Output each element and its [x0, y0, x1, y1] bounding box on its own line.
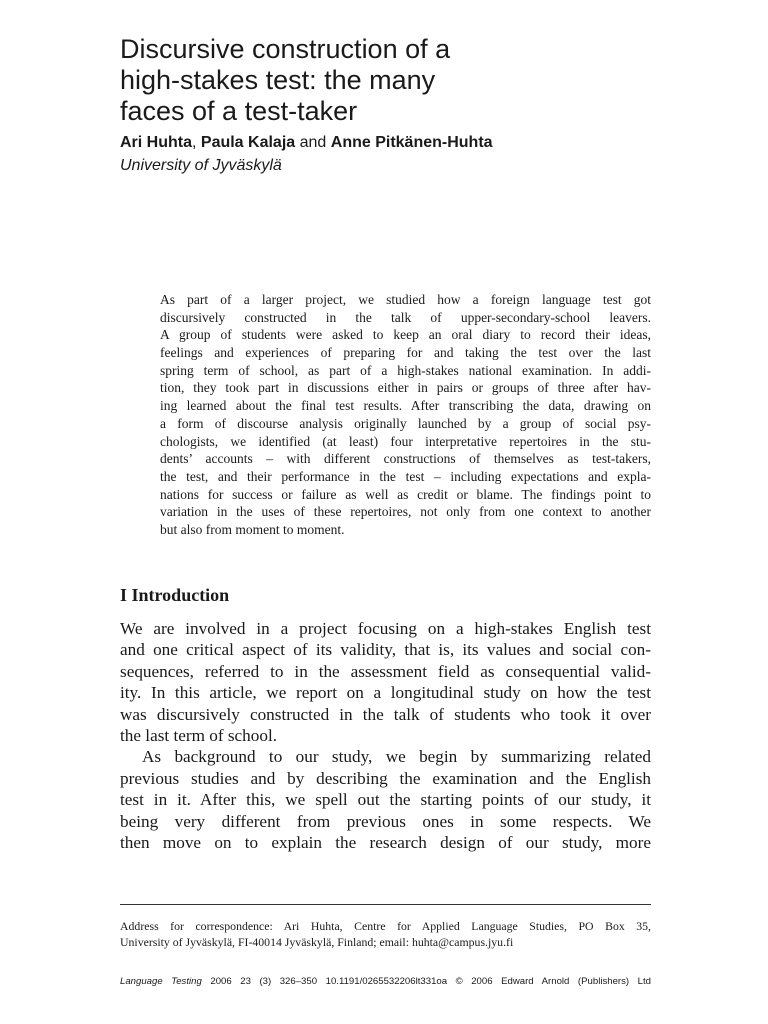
abstract-line: tion, they took part in discussions either in pairs or groups of three after hav-: [160, 380, 651, 396]
body-line: test in it. After this, we spell out the starting points of our study, it: [120, 790, 651, 810]
abstract-line: variation in the uses of these repertoires, not only from one context to another: [160, 504, 651, 520]
footnote-line: University of Jyväskylä, FI-40014 Jyväskylä, Finland; email: huhta@campus.jyu.fi: [120, 934, 514, 949]
title-line: high-stakes test: the many: [120, 65, 436, 95]
author-separator: ,: [192, 134, 201, 151]
abstract-line: the test, and their performance in the test – including expectations and expla-: [160, 468, 651, 484]
abstract-line: ing learned about the final test results. After transcribing the data, drawing on: [160, 398, 651, 414]
abstract-line: A group of students were asked to keep an oral diary to record their ideas,: [160, 327, 651, 343]
footnote-line: Address for correspondence: Ari Huhta, Centre for Applied Language Studies, PO Box 35,: [120, 919, 651, 933]
body-line: ity. In this article, we report on a longitudinal study on how the test: [120, 683, 651, 703]
abstract: [160, 291, 651, 539]
body-line: As background to our study, we begin by summarizing related: [142, 747, 651, 767]
title-line: Discursive construction of a: [120, 34, 451, 64]
abstract-line: discursively constructed in the talk of upper-secondary-school leavers.: [160, 309, 651, 325]
introduction-body: [120, 618, 651, 853]
body-line: being very different from previous ones in some respects. We: [120, 811, 651, 831]
correspondence-footnote: [120, 919, 651, 950]
abstract-line: but also from moment to moment.: [160, 521, 345, 537]
body-line: the last term of school.: [120, 725, 278, 745]
author-list: [120, 133, 720, 153]
author-name: Paula Kalaja: [200, 134, 296, 151]
section-heading-introduction: I Introduction: [120, 585, 230, 605]
citation-details: 2006 23 (3) 326–350 10.1191/0265532206lt331oa © 2006 Edward Arnold (Publishers) Ltd: [201, 976, 651, 987]
abstract-line: nations for success or failure as well as credit or blame. The findings point to: [160, 486, 651, 502]
body-line: We are involved in a project focusing on a high-stakes English test: [120, 619, 651, 638]
author-name: Ari Huhta: [120, 134, 192, 151]
article-title: [120, 34, 680, 127]
author-affiliation: University of Jyväskylä: [120, 157, 282, 174]
abstract-line: feelings and experiences of preparing for and taking the test over the last: [160, 345, 651, 361]
author-name: Anne Pitkänen-Huhta: [330, 134, 493, 151]
abstract-line: chologists, we identified (at least) four interpretative repertoires in the stu-: [160, 433, 651, 449]
abstract-line: dents’ accounts – with different constructions of themselves as test-takers,: [160, 451, 651, 467]
abstract-line: As part of a larger project, we studied how a foreign language test got: [160, 292, 651, 307]
body-line: was discursively constructed in the talk of students who took it over: [120, 704, 651, 724]
author-separator: and: [295, 134, 331, 151]
body-line: sequences, referred to in the assessment field as consequential valid-: [120, 661, 651, 681]
body-line: previous studies and by describing the examination and the English: [120, 768, 651, 788]
journal-citation-footer: [120, 976, 651, 988]
title-line: faces of a test-taker: [120, 96, 358, 126]
footnote-divider: [120, 904, 651, 905]
journal-name: Language Testing: [120, 976, 202, 987]
abstract-line: spring term of school, as part of a high-stakes national examination. In addi-: [160, 362, 651, 378]
body-line: then move on to explain the research design of our study, more: [120, 832, 651, 852]
body-line: and one critical aspect of its validity, that is, its values and social con-: [120, 640, 651, 660]
abstract-line: a form of discourse analysis originally launched by a group of social psy-: [160, 415, 651, 431]
